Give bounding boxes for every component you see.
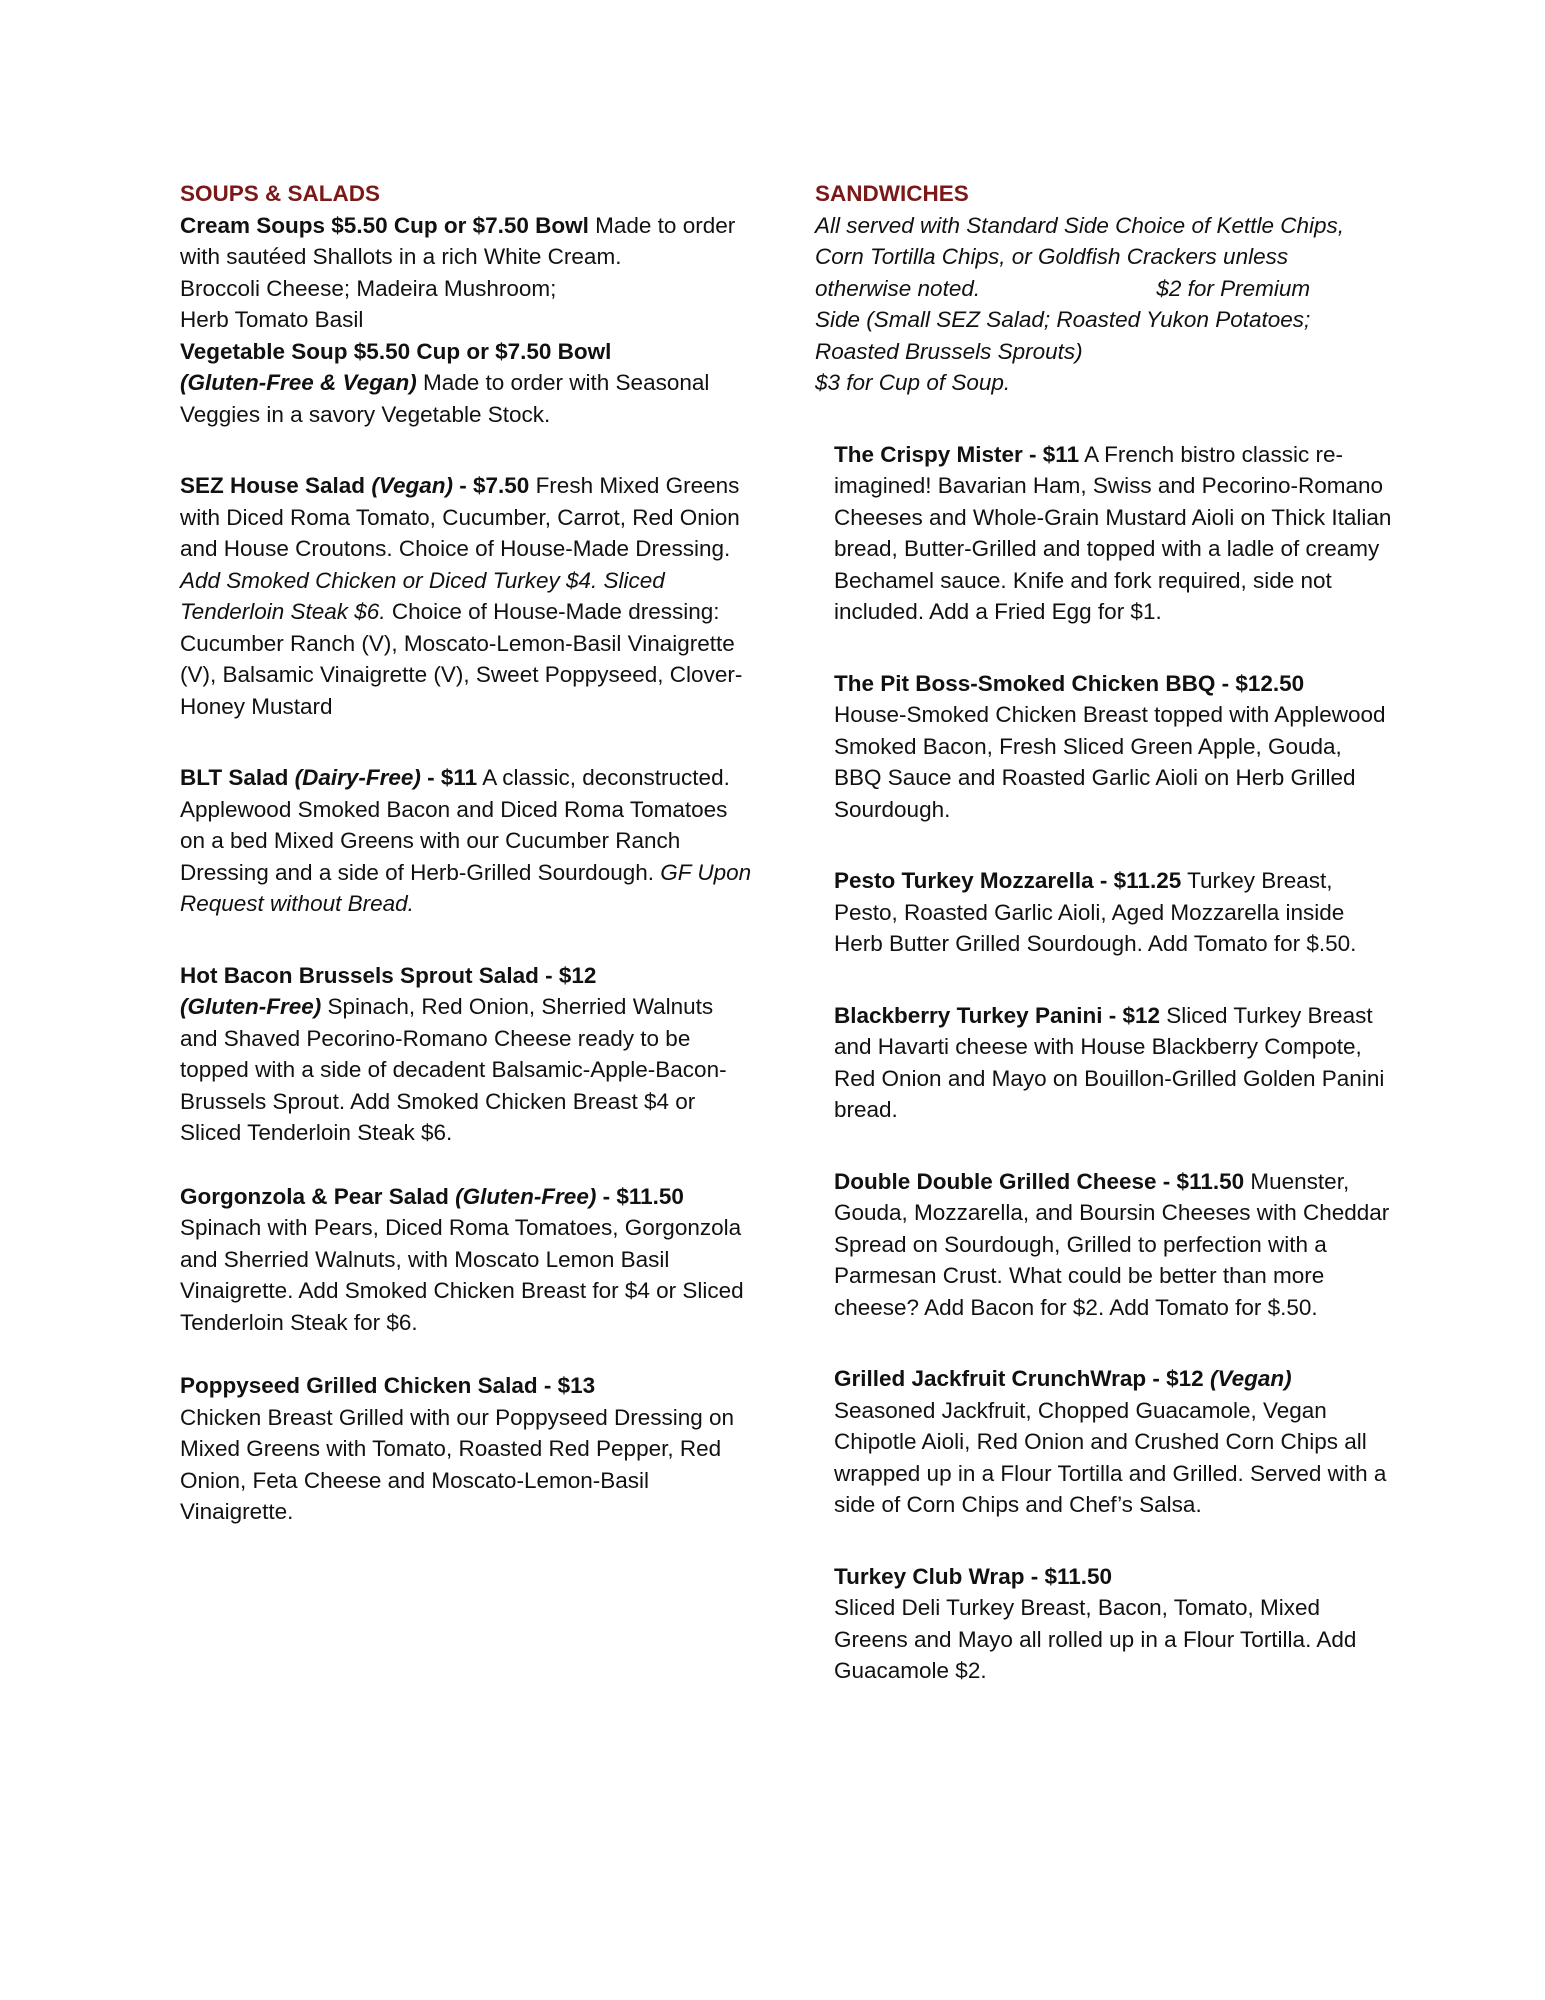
house-salad-title: SEZ House Salad — [180, 473, 372, 498]
soups-salads-heading: SOUPS & SALADS — [180, 181, 381, 206]
gorgonzola-salad-note: (Gluten-Free) — [455, 1183, 597, 1209]
cream-soups-title: Cream Soups $5.50 Cup or $7.50 Bowl — [180, 212, 589, 238]
blt-salad-desc: A classic, deconstructed. Applewood Smoked Bacon and Diced Roma Tomatoes on a bed Mixed Greens with our Cucumber Ranch Dressing and a side of Herb-Grilled Sourdough. — [180, 765, 730, 885]
turkey-club-title: Turkey Club Wrap - $11.50 — [834, 1563, 1113, 1589]
sandwiches-intro-sides: All served with Standard Side Choice of Kettle Chips, Corn Tortilla Chips, or Goldfish Crackers unless otherwise noted. — [815, 212, 1345, 301]
double-grilled-cheese-title: Double Double Grilled Cheese - $11.50 — [834, 1168, 1245, 1194]
crispy-mister-desc: A French bistro classic re-imagined! Bavarian Ham, Swiss and Pecorino-Romano Cheeses and Whole-Grain Mustard Aioli on Thick Italian bread, Butter-Grilled and topped with a ladle of creamy Bechamel sauce. Knife and fork required, side not included. Add a Fried Egg for $1. — [834, 441, 1392, 624]
cream-soups-flavors-1: Broccoli Cheese; Madeira Mushroom; — [180, 275, 557, 301]
blt-salad-price: - $11 — [420, 765, 478, 790]
vegetable-soup-item — [180, 336, 755, 431]
sandwiches-intro — [815, 210, 1345, 399]
jackfruit-wrap-note: (Vegan) — [1209, 1366, 1292, 1391]
jackfruit-wrap-desc: Seasoned Jackfruit, Chopped Guacamole, Vegan Chipotle Aioli, Red Onion and Crushed Corn Chips all wrapped up in a Flour Tortilla and Grilled. Served with a side of Corn Chips and Chef’s Salsa. — [834, 1397, 1387, 1517]
brussels-salad-item — [180, 960, 755, 1149]
brussels-salad-title: Hot Bacon Brussels Sprout Salad - $12 — [180, 962, 597, 988]
pit-boss-item — [834, 668, 1395, 826]
crispy-mister-item — [834, 439, 1395, 628]
house-salad-dressings: Choice of House-Made dressing: Cucumber Ranch (V), Moscato-Lemon-Basil Vinaigrette (V), Balsamic Vinaigrette (V), Sweet Poppyseed, Clover-Honey Mustard — [180, 599, 743, 719]
blt-salad-title: BLT Salad — [180, 765, 295, 790]
cream-soups-item — [180, 210, 755, 273]
poppyseed-salad-desc: Chicken Breast Grilled with our Poppyseed Dressing on Mixed Greens with Tomato, Roasted Red Pepper, Red Onion, Feta Cheese and Moscato-Lemon-Basil Vinaigrette. — [180, 1404, 735, 1524]
house-salad-addons: Add Smoked Chicken or Diced Turkey $4. Sliced Tenderloin Steak $6. — [180, 567, 665, 624]
gorgonzola-salad-title: Gorgonzola & Pear Salad — [180, 1183, 456, 1209]
pit-boss-desc: House-Smoked Chicken Breast topped with Applewood Smoked Bacon, Fresh Sliced Green Apple, Gouda, BBQ Sauce and Roasted Garlic Aioli on Herb Grilled Sourdough. — [834, 702, 1386, 822]
double-grilled-cheese-item — [834, 1166, 1395, 1324]
sandwiches-heading: SANDWICHES — [815, 181, 969, 206]
sandwiches-intro-soup: $3 for Cup of Soup. — [815, 370, 1011, 395]
pit-boss-title: The Pit Boss-Smoked Chicken BBQ - $12.50 — [834, 670, 1305, 696]
turkey-club-item — [834, 1561, 1395, 1687]
blt-salad-note: (Dairy-Free) — [294, 765, 421, 790]
pesto-turkey-desc: Turkey Breast, Pesto, Roasted Garlic Aioli, Aged Mozzarella inside Herb Butter Grilled Sourdough. Add Tomato for $.50. — [834, 868, 1357, 956]
house-salad-desc: Fresh Mixed Greens with Diced Roma Tomato, Cucumber, Carrot, Red Onion and House Croutons. Choice of House-Made Dressing. — [180, 473, 740, 561]
brussels-salad-note: (Gluten-Free) — [180, 994, 322, 1019]
blt-salad-gf-note: GF Upon Request without Bread. — [180, 859, 752, 916]
blackberry-panini-item — [834, 1000, 1395, 1126]
sandwiches-column — [815, 178, 1395, 1687]
blackberry-panini-title: Blackberry Turkey Panini - $12 — [834, 1002, 1160, 1028]
jackfruit-wrap-title: Grilled Jackfruit CrunchWrap - $12 — [834, 1366, 1210, 1391]
cream-soups-flavors-2: Herb Tomato Basil — [180, 307, 364, 332]
house-salad-price: - $7.50 — [453, 473, 530, 498]
sandwiches-intro-premium: $2 for Premium Side (Small SEZ Salad; Roasted Yukon Potatoes; Roasted Brussels Sprouts) — [815, 275, 1311, 364]
soups-salads-column — [180, 178, 755, 1528]
brussels-salad-desc: Spinach, Red Onion, Sherried Walnuts and Shaved Pecorino-Romano Cheese ready to be topped with a side of decadent Balsamic-Apple-Bacon-Brussels Sprout. Add Smoked Chicken Breast $4 or Sliced Tenderloin Steak $6. — [180, 994, 727, 1145]
turkey-club-desc: Sliced Deli Turkey Breast, Bacon, Tomato, Mixed Greens and Mayo all rolled up in a Flour Tortilla. Add Guacamole $2. — [834, 1595, 1357, 1683]
house-salad-item — [180, 470, 755, 722]
blt-salad-item — [180, 762, 755, 920]
jackfruit-wrap-item — [834, 1363, 1395, 1521]
vegetable-soup-desc: Made to order with Seasonal Veggies in a savory Vegetable Stock. — [180, 370, 710, 427]
cream-soups-desc: Made to order with sautéed Shallots in a rich White Cream. — [180, 212, 736, 269]
pesto-turkey-title: Pesto Turkey Mozzarella - $11.25 — [834, 868, 1182, 893]
poppyseed-salad-item — [180, 1370, 755, 1528]
pesto-turkey-item — [834, 865, 1395, 960]
gorgonzola-salad-price: - $11.50 — [596, 1183, 684, 1209]
crispy-mister-title: The Crispy Mister - $11 — [834, 441, 1080, 467]
gorgonzola-salad-desc: Spinach with Pears, Diced Roma Tomatoes, Gorgonzola and Sherried Walnuts, with Moscato Lemon Basil Vinaigrette. Add Smoked Chicken Breast for $4 or Sliced Tenderloin Steak for $6. — [180, 1215, 744, 1335]
poppyseed-salad-title: Poppyseed Grilled Chicken Salad - $13 — [180, 1373, 596, 1398]
blackberry-panini-desc: Sliced Turkey Breast and Havarti cheese with House Blackberry Compote, Red Onion and Mayo on Bouillon-Grilled Golden Panini bread. — [834, 1002, 1385, 1122]
house-salad-note: (Vegan) — [371, 473, 453, 498]
vegetable-soup-note: (Gluten-Free & Vegan) — [180, 370, 417, 395]
vegetable-soup-title: Vegetable Soup $5.50 Cup or $7.50 Bowl — [180, 338, 612, 364]
double-grilled-cheese-desc: Muenster, Gouda, Mozzarella, and Boursin Cheeses with Cheddar Spread on Sourdough, Grilled to perfection with a Parmesan Crust. What could be better than more cheese? Add Bacon for $2. Add Tomato for $.50. — [834, 1168, 1390, 1320]
gorgonzola-salad-item — [180, 1181, 755, 1339]
